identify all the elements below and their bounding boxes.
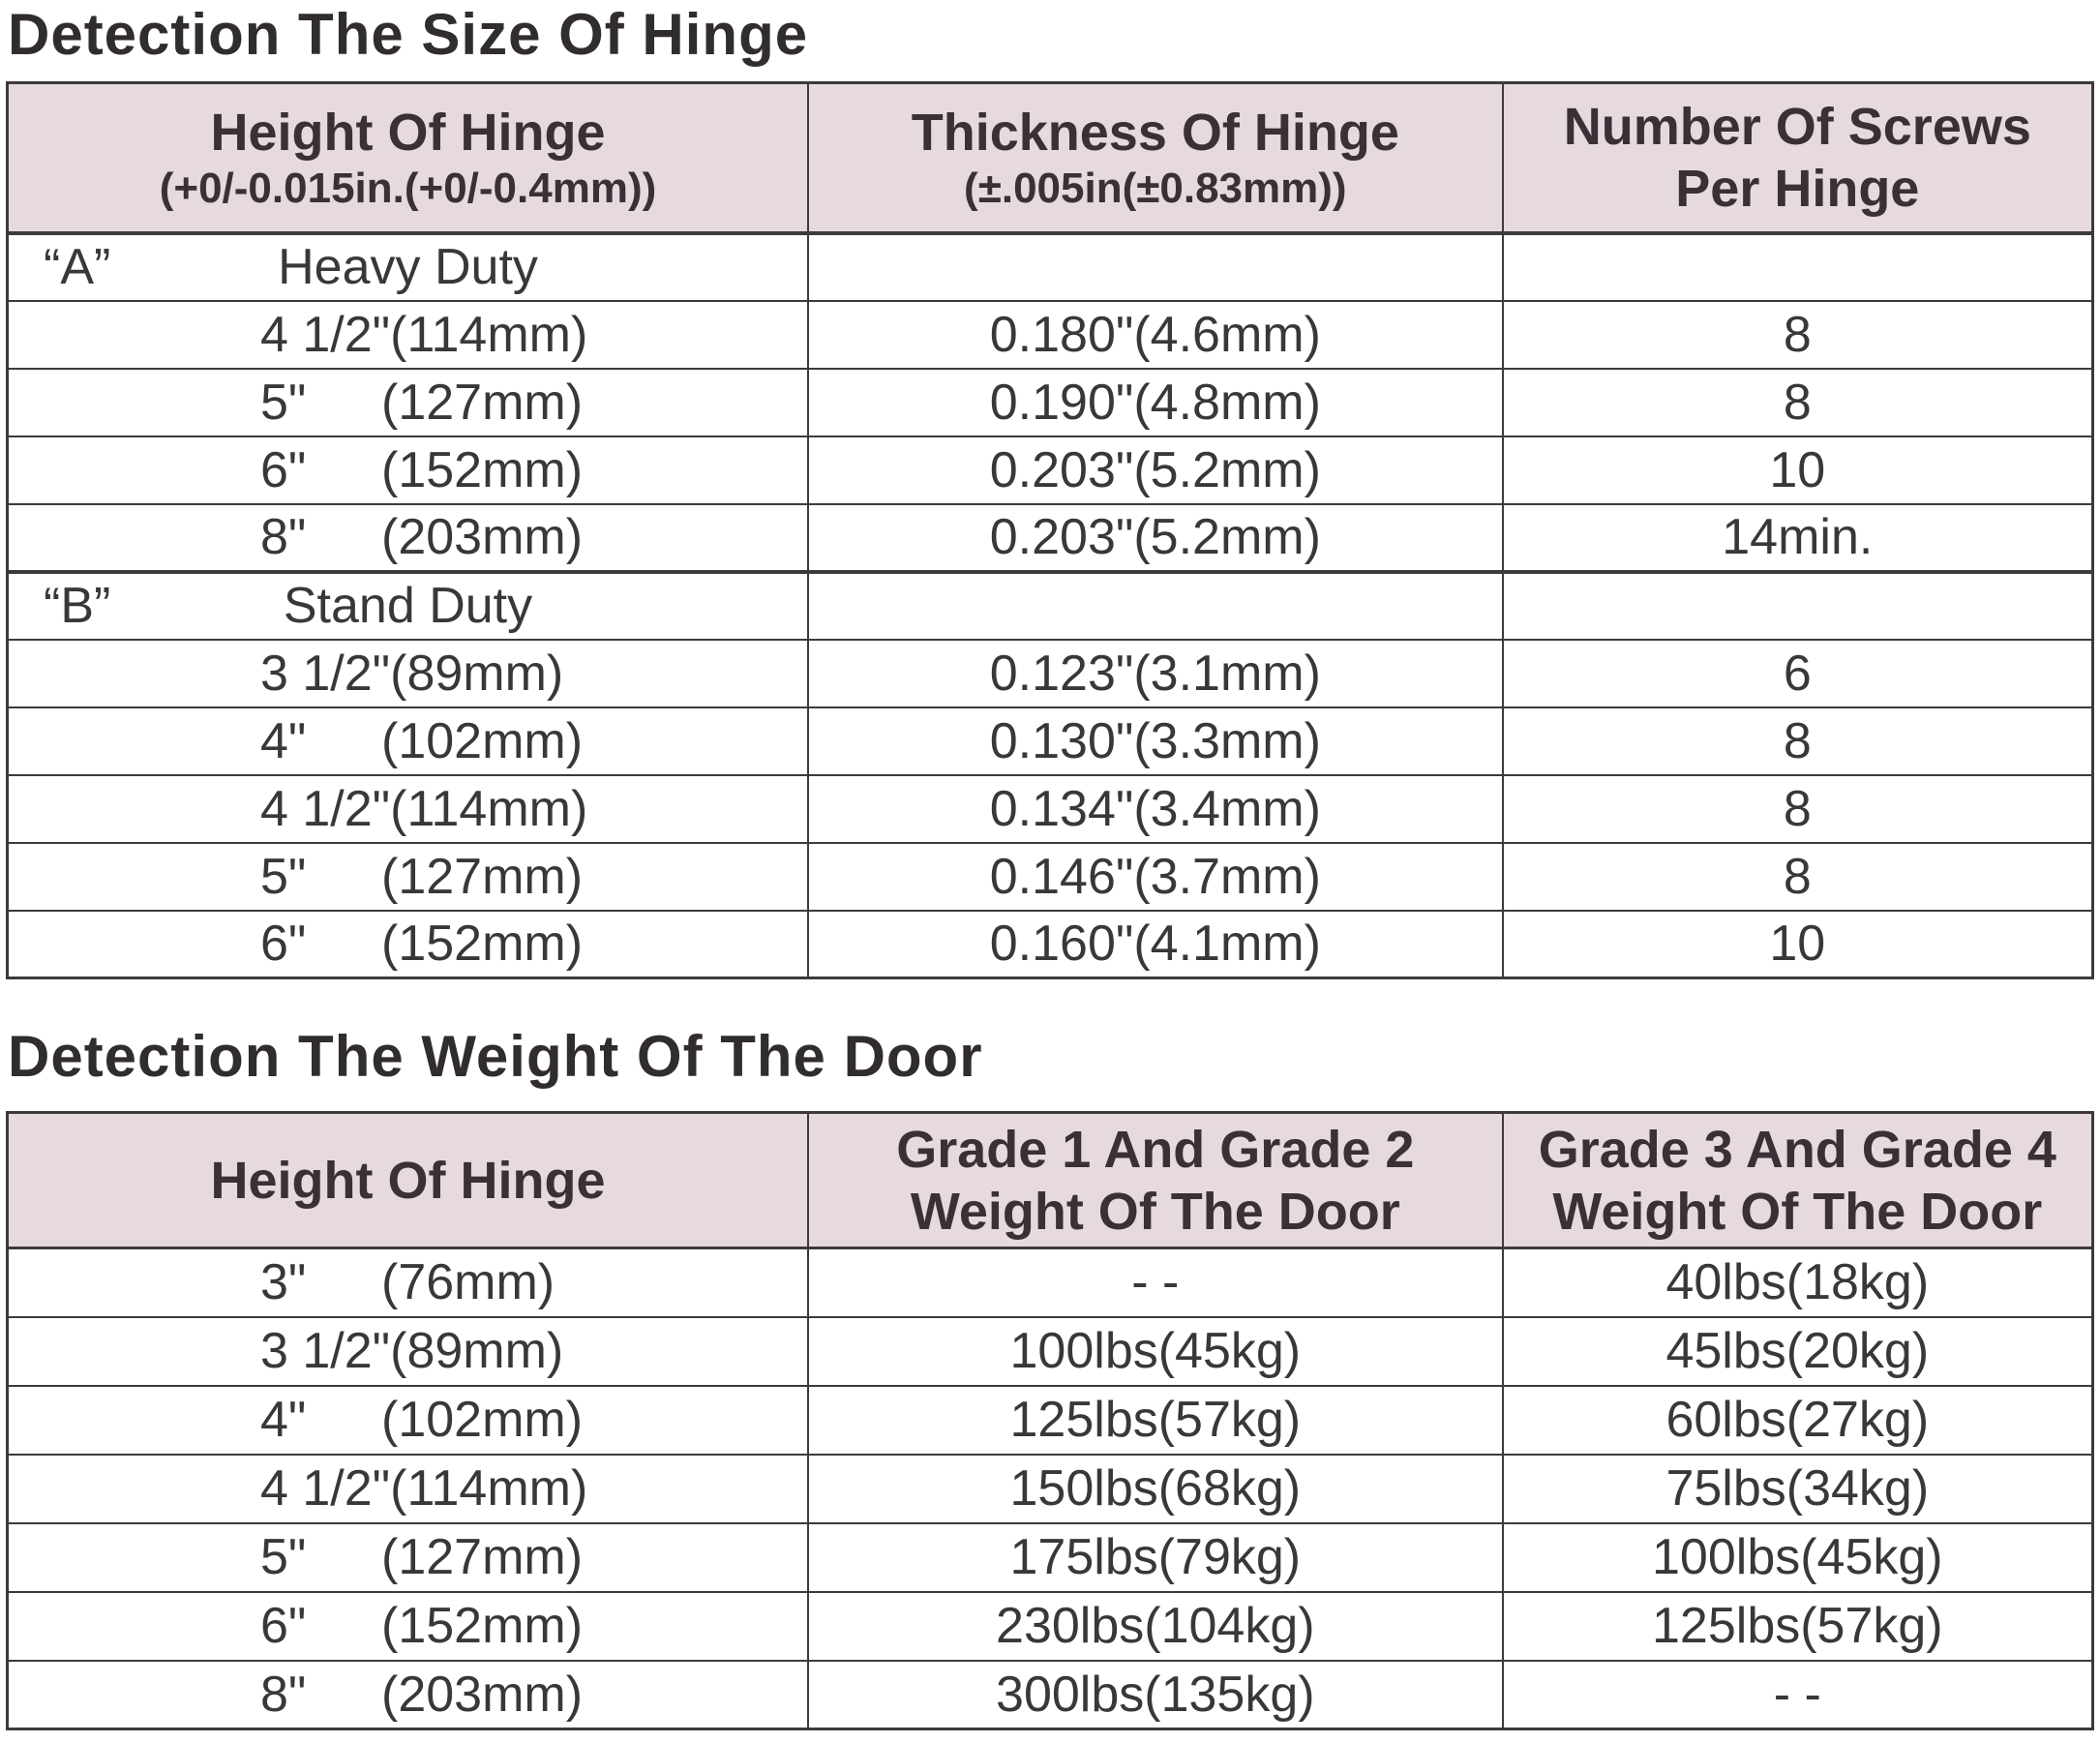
header-line: Number Of Screws [1563,97,2031,156]
header-line: Height Of Hinge [210,1151,606,1210]
table-row [8,843,2093,911]
grade-1-2-weight-cell: 175lbs(79kg) [808,1523,1503,1592]
grade-3-4-weight-cell: - - [1503,1661,2093,1729]
hinge-height-cell [8,1317,809,1386]
screws-per-hinge-cell: 8 [1503,775,2093,843]
size-inches: 3 1/2" [260,645,391,702]
section-title-door-weight: Detection The Weight Of The Door [8,1024,983,1089]
size-inches: 4" [260,712,307,769]
size-mm: (89mm) [390,1323,564,1379]
header-line: Grade 1 And Grade 2 [896,1120,1415,1179]
size-mm: (127mm) [381,848,584,905]
hinge-height-cell [8,1248,809,1317]
header-line: Thickness Of Hinge [911,103,1399,162]
hinge-height-cell [8,1455,809,1523]
hinge-height-cell [8,911,809,978]
header-grade-3-4-weight [1503,1113,2093,1248]
size-mm: (152mm) [381,916,584,973]
size-inches: 4 1/2" [260,306,391,363]
grade-3-4-weight-cell: 45lbs(20kg) [1503,1317,2093,1386]
header-line: Per Hinge [1675,159,1920,218]
table-row [8,911,2093,978]
screws-per-hinge-cell: 8 [1503,369,2093,436]
screws-per-hinge-cell: 8 [1503,843,2093,911]
section-hinge-size [0,2,2100,979]
grade-1-2-weight-cell: 230lbs(104kg) [808,1592,1503,1661]
section-door-weight [0,1024,2100,1730]
grade-3-4-weight-cell: 40lbs(18kg) [1503,1248,2093,1317]
size-inches: 5" [260,374,307,431]
header-subline: (±.005in(±0.83mm)) [964,164,1347,212]
hinge-height-cell [8,572,809,640]
section-title-hinge-size: Detection The Size Of Hinge [8,2,809,67]
hinge-size-table [6,81,2094,979]
grade-3-4-weight-cell: 100lbs(45kg) [1503,1523,2093,1592]
size-mm: (152mm) [381,1598,584,1654]
hinge-height-cell [8,436,809,504]
size-mm: (102mm) [381,1392,584,1448]
hinge-group-row [8,572,2093,640]
size-mm: (102mm) [381,712,584,769]
header-number-of-screws [1503,83,2093,233]
table-row [8,640,2093,707]
table-row [8,436,2093,504]
hinge-height-cell [8,843,809,911]
size-inches: 6" [260,441,307,498]
table-row [8,1592,2093,1661]
size-mm: (89mm) [390,645,564,702]
screws-per-hinge-cell: 10 [1503,436,2093,504]
hinge-thickness-cell: 0.203"(5.2mm) [808,504,1503,572]
header-line: Height Of Hinge [210,103,606,162]
size-mm: (76mm) [381,1254,555,1311]
header-line: Weight Of The Door [1552,1182,2043,1241]
group-letter: “B” [44,578,111,634]
hinge-height-cell [8,1592,809,1661]
size-inches: 5" [260,1529,307,1585]
door-weight-table-body [8,1248,2093,1729]
size-inches: 3 1/2" [260,1323,391,1379]
hinge-thickness-cell: 0.203"(5.2mm) [808,436,1503,504]
grade-1-2-weight-cell: 100lbs(45kg) [808,1317,1503,1386]
size-inches: 6" [260,1598,307,1654]
hinge-thickness-cell: 0.146"(3.7mm) [808,843,1503,911]
table-row [8,775,2093,843]
group-letter: “A” [44,239,111,295]
screws-per-hinge-cell: 10 [1503,911,2093,978]
table-row [8,301,2093,369]
size-mm: (114mm) [390,1460,588,1517]
size-inches: 5" [260,848,307,905]
grade-1-2-weight-cell: 300lbs(135kg) [808,1661,1503,1729]
table-row [8,504,2093,572]
header-thickness-of-hinge [808,83,1503,233]
header-grade-1-2-weight [808,1113,1503,1248]
hinge-thickness-cell: 0.190"(4.8mm) [808,369,1503,436]
table-row [8,1523,2093,1592]
hinge-thickness-cell: 0.134"(3.4mm) [808,775,1503,843]
grade-3-4-weight-cell: 125lbs(57kg) [1503,1592,2093,1661]
grade-1-2-weight-cell: 150lbs(68kg) [808,1455,1503,1523]
header-subline: (+0/-0.015in.(+0/-0.4mm)) [159,164,657,212]
size-inches: 8" [260,509,307,565]
hinge-thickness-cell [808,233,1503,301]
header-row [8,83,2093,233]
screws-per-hinge-cell [1503,233,2093,301]
hinge-height-cell [8,775,809,843]
hinge-height-cell [8,504,809,572]
hinge-height-cell [8,707,809,775]
hinge-thickness-cell: 0.130"(3.3mm) [808,707,1503,775]
hinge-thickness-cell: 0.180"(4.6mm) [808,301,1503,369]
hinge-thickness-cell: 0.123"(3.1mm) [808,640,1503,707]
screws-per-hinge-cell: 8 [1503,301,2093,369]
grade-3-4-weight-cell: 75lbs(34kg) [1503,1455,2093,1523]
header-row [8,1113,2093,1248]
screws-per-hinge-cell: 8 [1503,707,2093,775]
screws-per-hinge-cell: 6 [1503,640,2093,707]
hinge-height-cell [8,301,809,369]
grade-1-2-weight-cell: - - [808,1248,1503,1317]
grade-3-4-weight-cell: 60lbs(27kg) [1503,1386,2093,1455]
size-inches: 3" [260,1254,307,1311]
size-inches: 4 1/2" [260,1460,391,1517]
size-inches: 4 1/2" [260,780,391,837]
size-inches: 4" [260,1392,307,1448]
hinge-height-cell [8,233,809,301]
hinge-size-table-body [8,233,2093,978]
group-duty-label: Stand Duty [283,578,533,634]
table-row [8,707,2093,775]
size-mm: (114mm) [390,780,588,837]
size-mm: (203mm) [381,1666,584,1723]
hinge-height-cell [8,640,809,707]
grade-1-2-weight-cell: 125lbs(57kg) [808,1386,1503,1455]
screws-per-hinge-cell: 14min. [1503,504,2093,572]
size-mm: (127mm) [381,374,584,431]
header-line: Grade 3 And Grade 4 [1538,1120,2056,1179]
table-row [8,1455,2093,1523]
size-inches: 8" [260,1666,307,1723]
header-height-of-hinge [8,1113,809,1248]
size-inches: 6" [260,916,307,973]
hinge-height-cell [8,369,809,436]
table-row [8,1248,2093,1317]
page [0,2,2100,1730]
hinge-group-row [8,233,2093,301]
table-row [8,369,2093,436]
size-mm: (152mm) [381,441,584,498]
size-mm: (203mm) [381,509,584,565]
table-row [8,1661,2093,1729]
hinge-thickness-cell: 0.160"(4.1mm) [808,911,1503,978]
hinge-height-cell [8,1661,809,1729]
hinge-height-cell [8,1386,809,1455]
screws-per-hinge-cell [1503,572,2093,640]
hinge-height-cell [8,1523,809,1592]
door-weight-table-header [8,1113,2093,1248]
door-weight-table [6,1111,2094,1730]
group-duty-label: Heavy Duty [278,239,538,295]
table-row [8,1386,2093,1455]
table-row [8,1317,2093,1386]
header-line: Weight Of The Door [910,1182,1400,1241]
hinge-size-table-header [8,83,2093,233]
hinge-thickness-cell [808,572,1503,640]
header-height-of-hinge [8,83,809,233]
size-mm: (114mm) [390,306,588,363]
size-mm: (127mm) [381,1529,584,1585]
